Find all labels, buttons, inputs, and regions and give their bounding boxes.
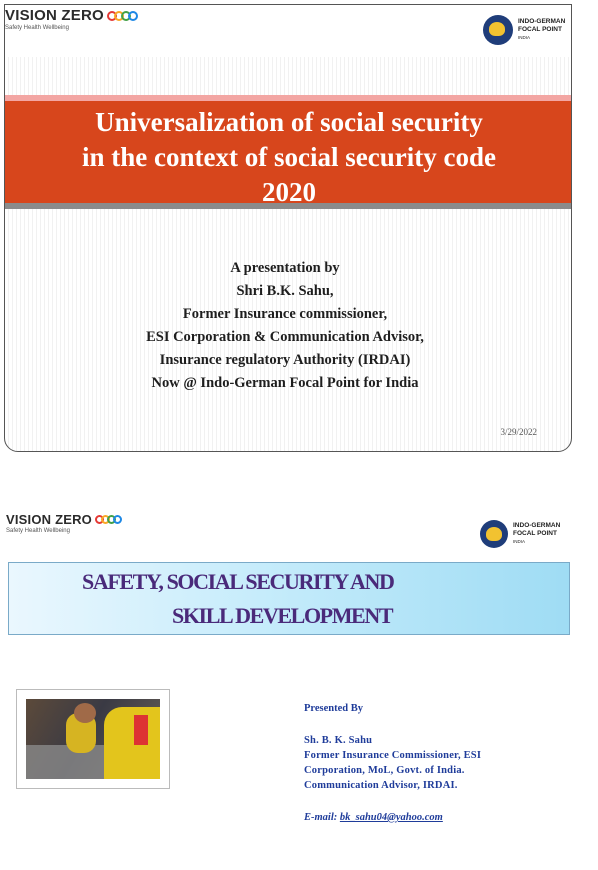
credit-line-5: Insurance regulatory Authority (IRDAI) (159, 352, 411, 368)
presenter-line-2: Former Insurance Commissioner, ESI (304, 750, 482, 761)
presenter-line-4: Communication Advisor, IRDAI. (304, 780, 458, 791)
partner-line-2-2: FOCAL POINT (513, 530, 557, 537)
credit-line-4: ESI Corporation & Communication Advisor, (146, 329, 424, 345)
umbrella-icon (480, 520, 508, 548)
title-line-3: 2020 (262, 177, 316, 207)
credit-line-1: A presentation by (230, 260, 340, 276)
workers-photo-frame (16, 689, 170, 789)
slide-2-title-line-1: SAFETY, SOCIAL SECURITY AND (82, 569, 394, 594)
umbrella-icon (483, 15, 513, 45)
workers-photo (26, 699, 160, 779)
presenter-line-1: Sh. B. K. Sahu (304, 735, 373, 746)
brand-tagline: Safety Health Wellbeing (5, 25, 69, 31)
partner-line-3: INDIA (518, 35, 531, 40)
rings-icon (105, 11, 138, 21)
partner-line-1: INDO-GERMAN (518, 18, 566, 25)
credit-line-3: Former Insurance commissioner, (182, 306, 388, 322)
indo-german-focal-point-logo-2 (480, 520, 560, 548)
partner-line-2: FOCAL POINT (518, 26, 562, 33)
email-row (304, 812, 443, 823)
title-band (5, 95, 572, 209)
slide-1-title (5, 101, 572, 210)
brand-tagline-2: Safety Health Wellbeing (6, 528, 70, 534)
partner-line-1-2: INDO-GERMAN (513, 522, 561, 529)
brand-name: VISION ZERO (5, 7, 104, 24)
slide-1 (4, 4, 572, 452)
slide-2 (0, 500, 598, 870)
brand-name-2: VISION ZERO (6, 512, 92, 527)
partner-line-3-2: INDIA (513, 539, 526, 544)
vision-zero-logo (5, 7, 138, 31)
credit-line-6: Now @ Indo-German Focal Point for India (151, 375, 419, 391)
title-line-1: Universalization of social security (95, 107, 483, 137)
email-label: E-mail: (304, 812, 338, 823)
vision-zero-logo-2 (6, 512, 122, 534)
presenter-line-3: Corporation, MoL, Govt. of India. (304, 765, 465, 776)
rings-icon (93, 515, 122, 524)
presentation-credits (105, 257, 465, 395)
indo-german-focal-point-logo (483, 15, 565, 45)
title-line-2: in the context of social security code (82, 142, 496, 172)
presenter-details (304, 733, 481, 793)
credit-line-2: Shri B.K. Sahu, (236, 283, 334, 299)
slide-date: 3/29/2022 (500, 427, 537, 437)
presented-by-label: Presented By (304, 703, 364, 714)
email-link[interactable]: bk_sahu04@yahoo.com (339, 812, 443, 823)
slide-2-title-line-2: SKILL DEVELOPMENT (172, 603, 393, 628)
